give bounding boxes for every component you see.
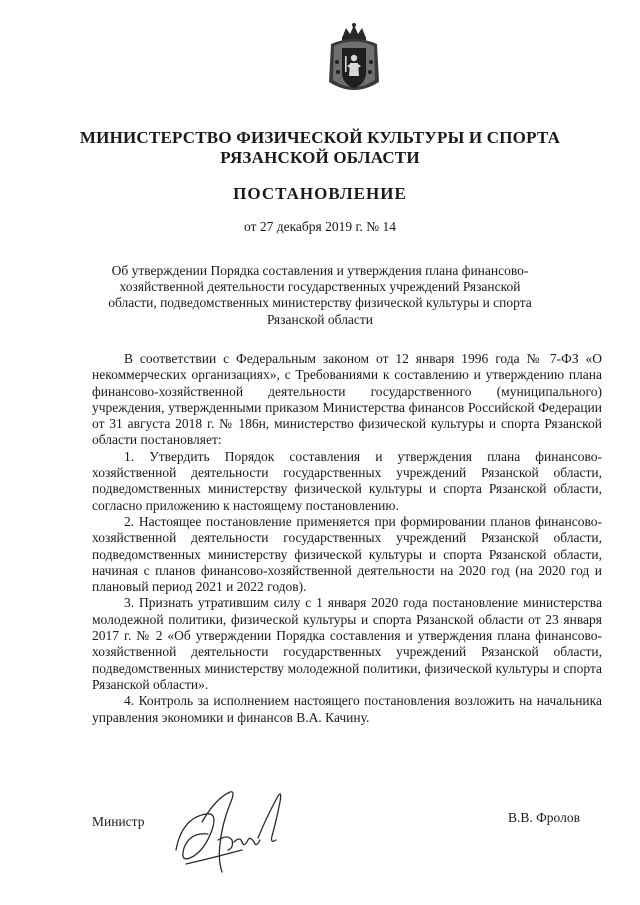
organization-name — [60, 128, 580, 168]
item-3-paragraph: 3. Признать утратившим силу с 1 января 2020 года постановление министерства молодежной политики, физической культуры и спорта Рязанской области от 23 января 2017 г. № 2 «Об утверждении Порядка составления и утверждения плана финансово-хозяйственной деятельности государственных учреждений Рязанской области, подведомственных министерству молодежной политики, физической культуры и спорта Рязанской области». — [92, 595, 602, 692]
organization-line-2: РЯЗАНСКОЙ ОБЛАСТИ — [220, 148, 420, 167]
signatory-title: Министр — [92, 814, 145, 829]
signatory-name: В.В. Фролов — [508, 810, 580, 825]
organization-line-1: МИНИСТЕРСТВО ФИЗИЧЕСКОЙ КУЛЬТУРЫ И СПОРТА — [79, 128, 561, 147]
preamble-paragraph: В соответствии с Федеральным законом от 12 января 1996 года № 7-ФЗ «О некоммерческих организациях», с Требованиями к составлению и утверждению плана финансово-хозяйственной деятельности государственного (муниципального) учреждения, утвержденными приказом Министерства финансов Российской Федерации от 31 августа 2018 г. № 186н, министерство физической культуры и спорта Рязанской области постановляет: — [92, 351, 602, 448]
document-body — [92, 351, 602, 726]
document-date-number: от 27 декабря 2019 г. № 14 — [243, 219, 397, 234]
item-1-paragraph: 1. Утвердить Порядок составления и утверждения плана финансово-хозяйственной деятельности государственных учреждений Рязанской области, подведомственных министерству физической культуры и спорта Рязанской области, согласно приложению к настоящему постановлению. — [92, 448, 602, 513]
document-type: ПОСТАНОВЛЕНИЕ — [233, 184, 407, 203]
item-2-paragraph: 2. Настоящее постановление применяется при формировании планов финансово-хозяйственной деятельности государственных учреждений Рязанской области, подведомственных министерству физической культуры и спорта Рязанской области, начиная с планов финансово-хозяйственной деятельности на 2020 год (на 2020 год и плановый период 2021 и 2022 годов). — [92, 513, 602, 595]
handwritten-signature-icon — [172, 778, 292, 878]
item-4-paragraph: 4. Контроль за исполнением настоящего постановления возложить на начальника управления экономики и финансов В.А. Качину. — [92, 693, 602, 725]
document-subject: Об утверждении Порядка составления и утверждения плана финансово-хозяйственной деятельности государственных учреждений Рязанской области, подведомственных министерству физической культуры и спорта Рязанской области — [108, 263, 532, 327]
coat-of-arms-icon — [325, 22, 383, 98]
